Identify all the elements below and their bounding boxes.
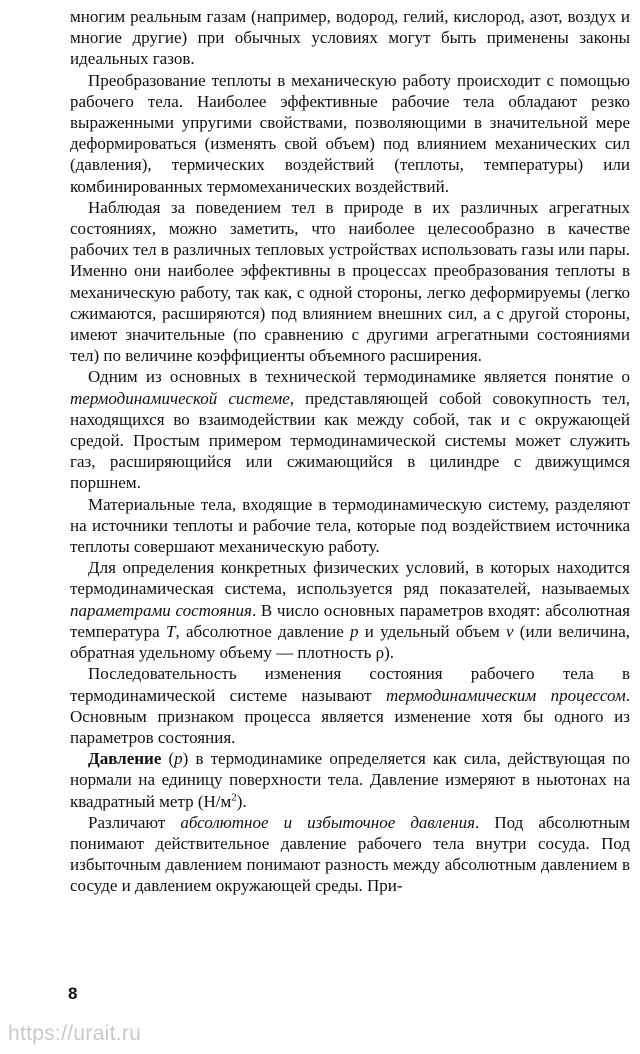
paragraph-6 [70, 663, 630, 748]
paragraph-5 [70, 557, 630, 663]
paragraph-0: многим реальным газам (например, водород, гелий, кислород, азот, воздух и многие другие) при обычных условиях могут быть применены законы идеальных газов. [70, 7, 630, 69]
symbol-v: v [505, 621, 514, 641]
symbol-p: p [350, 621, 359, 641]
text-span: ) в термодинамике определяется как сила, действующая по нормали на единицу поверхности тела. Давление измеряют в ньютонах на квадратный метр (Н/м [70, 749, 630, 811]
paragraph-1: Преобразование теплоты в механическую работу происходит с помощью рабочего тела. Наиболее эффективные рабочие тела обладают резко выраженными упругими свойствами, позволяющими в значительной мере деформироваться (изменять свой объем) под влиянием механических сил (давления), термических воздействий (теплоты, температуры) или комбинированных термомеханических воздействий. [70, 70, 630, 196]
page-number: 8 [68, 984, 78, 1003]
text-span: Одним из основных в технической термодинамике является понятие о [88, 367, 630, 387]
paragraph-3 [70, 366, 630, 493]
text-span: . В число основных параметров входят: абсолютная температура [70, 600, 630, 641]
superscript: 2 [231, 790, 237, 803]
text-span: . Основным признаком процесса является изменение хотя бы одного из параметров состояния. [70, 685, 631, 747]
paragraph-7 [70, 748, 630, 812]
term-thermodynamic-process: термодинамическим процессом [385, 685, 626, 705]
text-span: ( [161, 749, 175, 769]
paragraph-2: Наблюдая за поведением тел в природе в их различных агрегатных состояниях, можно заметить, что наиболее целесообразно в качестве рабочих тел в различных тепловых устройствах использовать газы или пары. Именно они наиболее эффективны в процессах преобразования теплоты в механическую работу, так как, с одной стороны, легко деформируемы (легко сжимаются, расширяются) под влиянием внешних сил, а с другой стороны, имеют значительные (по сравнению с другими агрегатными состояниями тел) по величине коэффициенты объемного расширения. [70, 197, 630, 366]
text-span: ). [236, 791, 247, 811]
paragraph-8 [70, 812, 630, 897]
term-thermodynamic-system: термодинамической системе [70, 388, 290, 408]
watermark-url[interactable]: https://urait.ru [8, 1022, 142, 1045]
text-span: Для определения конкретных физических условий, в которых находится термодинамическая система, используется ряд показателей, называемых [70, 558, 630, 599]
term-state-parameters: параметрами состояния [70, 600, 252, 620]
term-absolute-excess-pressure: абсолютное и избыточное давления [180, 812, 476, 832]
symbol-T: T [166, 621, 176, 641]
text-span: , представляющей собой совокупность тел, находящихся во взаимодействии как между собой, так и с окружающей средой. Простым примером термодинамической системы может служить газ, расширяющийся или сжимающийся в цилиндре с движущимся поршнем. [70, 388, 631, 493]
text-span: , абсолютное давление [175, 621, 351, 641]
text-span: и удельный объем [358, 621, 506, 641]
page-text [70, 6, 630, 897]
text-span: Различают [88, 812, 181, 832]
paragraph-4: Материальные тела, входящие в термодинамическую систему, разделяют на источники теплоты и рабочие тела, которые под воздействием источника теплоты совершают механическую работу. [70, 494, 630, 557]
text-span: Последовательность изменения состояния рабочего тела в термодинамической системе называют [70, 664, 630, 705]
text-span: . Под абсолютным понимают действительное давление рабочего тела внутри сосуда. Под избыточным давлением понимают разность между абсолютным давлением в сосуде и давлением окружающей среды. При- [70, 812, 631, 896]
symbol-p: p [174, 749, 183, 769]
term-pressure: Давление [88, 749, 162, 769]
text-span: (или величина, обратная удельному объему — плотность ρ). [70, 621, 630, 663]
